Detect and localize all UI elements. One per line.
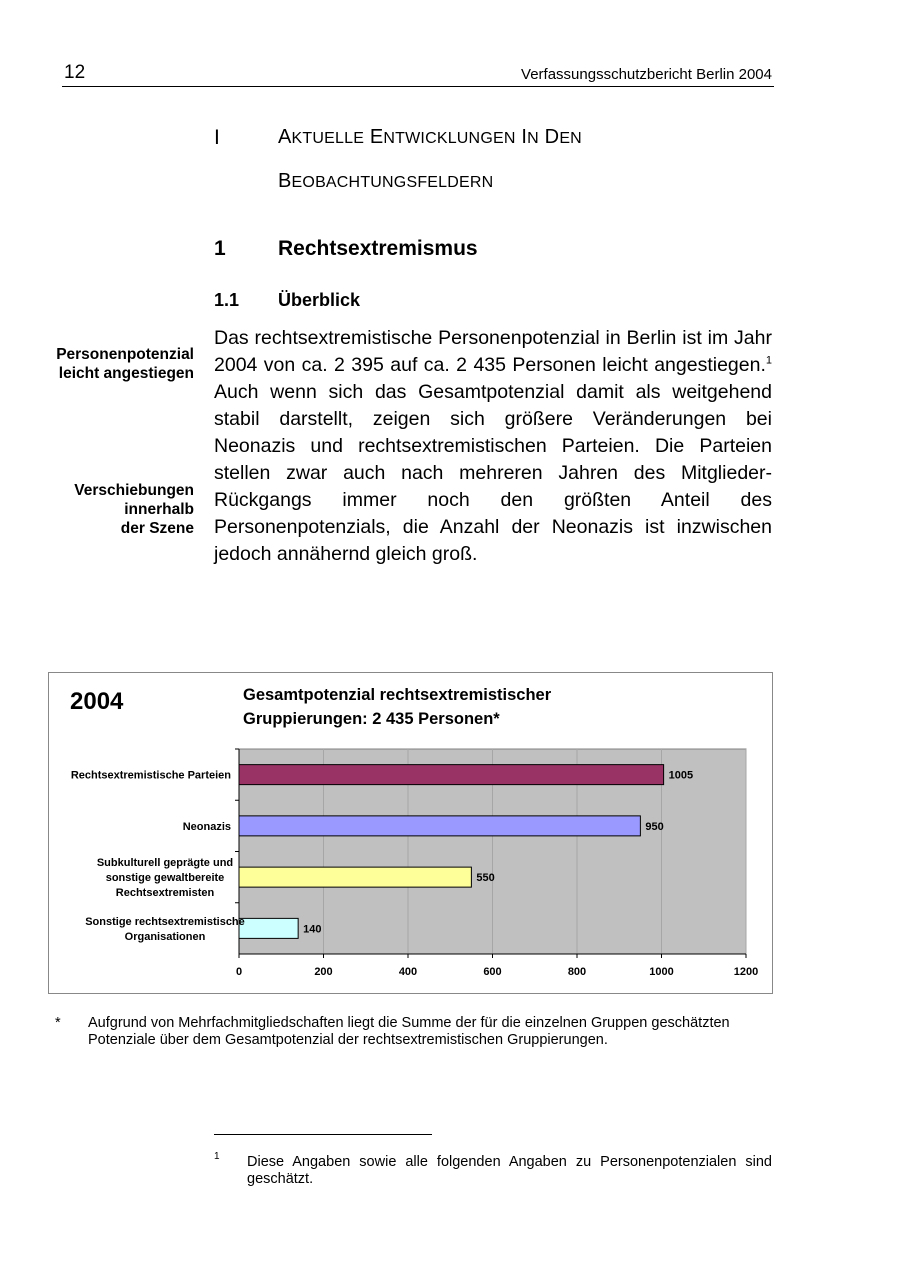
x-tick-label: 400 — [398, 966, 418, 978]
body-text-part1: Das rechtsextremistische Personenpotenzial in Berlin ist im Jahr 2004 von ca. 2 395 auf ca. 2 435 Personen leicht angestiegen. — [214, 327, 772, 376]
page-number: 12 — [64, 62, 86, 83]
x-tick-label: 200 — [314, 966, 333, 978]
x-tick-label: 600 — [483, 966, 502, 978]
bar — [239, 867, 471, 887]
header-rule — [62, 86, 774, 87]
chart-title — [243, 683, 551, 731]
chart-title-line2: Gruppierungen: 2 435 Personen* — [243, 710, 500, 728]
margin-note-line: Personenpotenzial — [56, 346, 194, 363]
body-text-part2: Auch wenn sich das Gesamtpotenzial damit als weitgehend stabil darstellt, zeigen sich größere Veränderungen bei Neonazis und rechtsextremistischen Parteien. Die Parteien stellen zwar auch nach mehreren Jahren des Mitglieder-Rückgangs immer noch den größten Anteil des Personenpotenzials, die Anzahl der Neonazis ist inzwischen jedoch annähernd gleich groß. — [214, 381, 772, 565]
chapter-number: I — [214, 126, 220, 149]
subsection-number: 1.1 — [214, 290, 240, 310]
bar-value-label: 950 — [645, 820, 664, 833]
x-tick-label: 0 — [235, 966, 243, 978]
footnote-rule — [214, 1134, 432, 1135]
running-title: Verfassungsschutzbericht Berlin 2004 — [521, 66, 772, 83]
x-tick-label: 1000 — [649, 966, 674, 978]
chapter-title-line2: BEOBACHTUNGSFELDERN — [278, 170, 494, 192]
margin-note-verschiebungen — [24, 481, 194, 538]
bar-value-label: 550 — [476, 872, 495, 885]
footnote-text: Diese Angaben sowie alle folgenden Angaben zu Personenpotenzialen sind geschätzt. — [247, 1154, 772, 1187]
margin-note-line: Verschiebungen — [74, 482, 194, 499]
category-label: Subkulturell geprägte und — [96, 857, 234, 870]
margin-note-line: der Szene — [120, 520, 194, 537]
bar — [239, 816, 640, 836]
category-label: Rechtsextremisten — [115, 887, 215, 900]
chart-footnote-marker: * — [55, 1015, 61, 1031]
category-label: Organisationen — [124, 930, 206, 943]
footnote-reference[interactable]: 1 — [765, 354, 772, 367]
bar-value-label: 1005 — [668, 769, 694, 782]
margin-note-line: leicht angestiegen — [58, 365, 194, 382]
bar-value-label: 140 — [303, 923, 322, 936]
section-number: 1 — [214, 237, 226, 260]
x-tick-label: 1200 — [733, 966, 759, 978]
body-paragraph — [214, 325, 772, 568]
footnote-marker: 1 — [214, 1151, 220, 1162]
subsection-title: Überblick — [278, 290, 361, 310]
category-label: Neonazis — [182, 820, 231, 833]
bar — [239, 765, 664, 785]
chart-title-line1: Gesamtpotenzial rechtsextremistischer — [243, 686, 552, 704]
x-tick-label: 800 — [567, 966, 587, 978]
chapter-title-line1: AKTUELLE ENTWICKLUNGEN IN DEN — [278, 126, 582, 148]
bar-chart — [48, 740, 771, 990]
category-label: Rechtsextremistische Parteien — [70, 769, 231, 782]
margin-note-line: innerhalb — [124, 501, 194, 518]
chart-footnote-text: Aufgrund von Mehrfachmitgliedschaften liegt die Summe der für die einzelnen Gruppen geschätzten Potenziale über dem Gesamtpotenzial der rechtsextremistischen Gruppierungen. — [88, 1015, 730, 1048]
category-label: Sonstige rechtsextremistische — [85, 915, 245, 928]
margin-note-personenpotenzial — [24, 345, 194, 383]
category-label: sonstige gewaltbereite — [105, 872, 225, 885]
bar — [239, 918, 298, 938]
chart-year-label: 2004 — [70, 688, 124, 715]
section-title: Rechtsextremismus — [278, 237, 478, 260]
